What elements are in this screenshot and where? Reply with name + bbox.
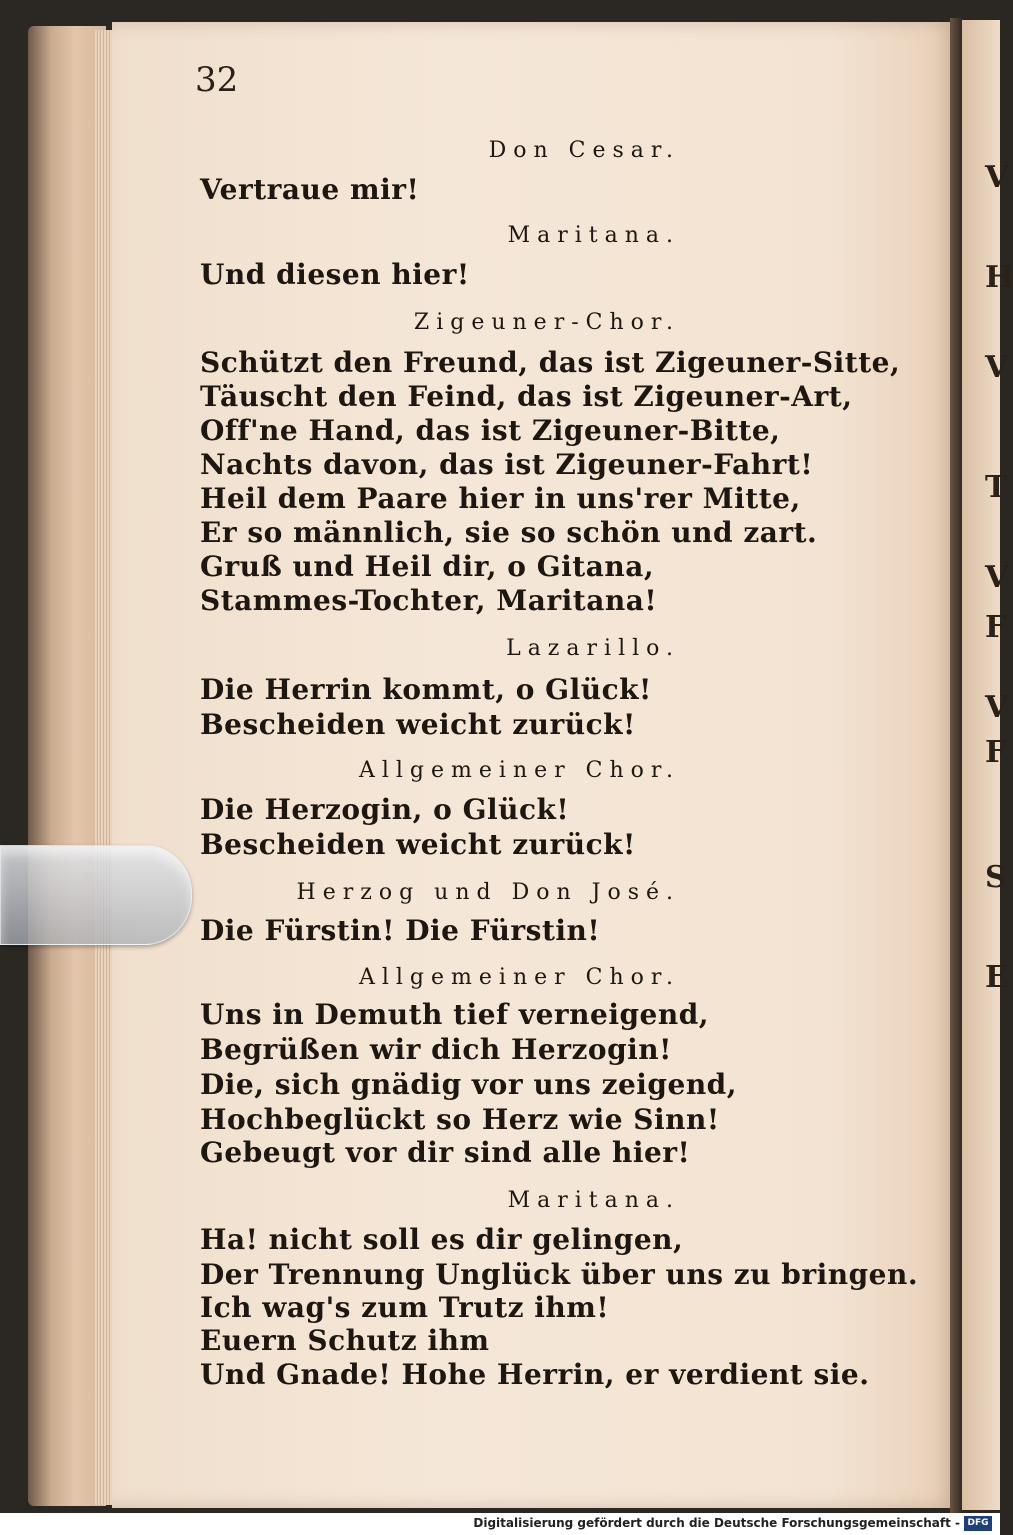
verse-line: Bescheiden weicht zurück! xyxy=(200,828,636,861)
facing-page-letter: H xyxy=(985,260,1013,295)
verse-line: Nachts davon, das ist Zigeuner-Fahrt! xyxy=(200,448,814,481)
verse-line: Off'ne Hand, das ist Zigeuner-Bitte, xyxy=(200,414,781,447)
speaker-heading: Herzog und Don José. xyxy=(296,880,680,905)
verse-line: Die Herrin kommt, o Glück! xyxy=(200,673,652,706)
book-clamp xyxy=(0,845,192,945)
verse-line: Und Gnade! Hohe Herrin, er verdient sie. xyxy=(200,1358,870,1391)
speaker-heading: Zigeuner-Chor. xyxy=(413,310,680,335)
speaker-heading: Allgemeiner Chor. xyxy=(358,758,680,783)
verse-line: Täuscht den Feind, das ist Zigeuner-Art, xyxy=(200,380,853,413)
speaker-heading: Allgemeiner Chor. xyxy=(358,965,680,990)
footer-credit: Digitalisierung gefördert durch die Deutsche Forschungsgemeinschaft - xyxy=(473,1516,960,1530)
page-number: 32 xyxy=(195,60,239,100)
verse-line: Uns in Demuth tief verneigend, xyxy=(200,998,710,1031)
verse-line: Ich wag's zum Trutz ihm! xyxy=(200,1291,610,1324)
verse-line: Er so männlich, sie so schön und zart. xyxy=(200,516,818,549)
verse-line: Ha! nicht soll es dir gelingen, xyxy=(200,1223,684,1256)
verse-line: Schützt den Freund, das ist Zigeuner-Sitte, xyxy=(200,346,901,379)
verse-line: Die Herzogin, o Glück! xyxy=(200,793,570,826)
facing-page-letter: V xyxy=(985,160,1009,195)
facing-page-letter: E xyxy=(985,960,1008,995)
verse-line: Und diesen hier! xyxy=(200,258,470,291)
speaker-heading: Don Cesar. xyxy=(488,138,680,163)
speaker-heading: Maritana. xyxy=(507,223,680,248)
facing-page-letter: S xyxy=(985,860,1007,895)
speaker-heading: Lazarillo. xyxy=(506,636,680,661)
verse-line: Heil dem Paare hier in uns'rer Mitte, xyxy=(200,482,801,515)
verse-line: Die Fürstin! Die Fürstin! xyxy=(200,914,601,947)
verse-line: Bescheiden weicht zurück! xyxy=(200,708,636,741)
verse-line: Vertraue mir! xyxy=(200,173,420,206)
facing-page-letter: V xyxy=(985,690,1009,725)
dfg-logo: DFG xyxy=(964,1516,992,1531)
verse-line: Gruß und Heil dir, o Gitana, xyxy=(200,550,655,583)
verse-line: Euern Schutz ihm xyxy=(200,1324,490,1357)
verse-line: Gebeugt vor dir sind alle hier! xyxy=(200,1136,691,1169)
facing-page-letter: V xyxy=(985,350,1009,385)
verse-line: Hochbeglückt so Herz wie Sinn! xyxy=(200,1103,720,1136)
facing-page-letter: V xyxy=(985,560,1009,595)
verse-line: Die, sich gnädig vor uns zeigend, xyxy=(200,1068,738,1101)
verse-line: Stammes-Tochter, Maritana! xyxy=(200,584,658,617)
facing-page-letter: F xyxy=(985,735,1007,770)
verse-line: Begrüßen wir dich Herzogin! xyxy=(200,1033,672,1066)
speaker-heading: Maritana. xyxy=(507,1188,680,1213)
facing-page-letter: F xyxy=(985,610,1007,645)
facing-page-letter: T xyxy=(985,470,1008,505)
verse-line: Der Trennung Unglück über uns zu bringen. xyxy=(200,1258,919,1291)
